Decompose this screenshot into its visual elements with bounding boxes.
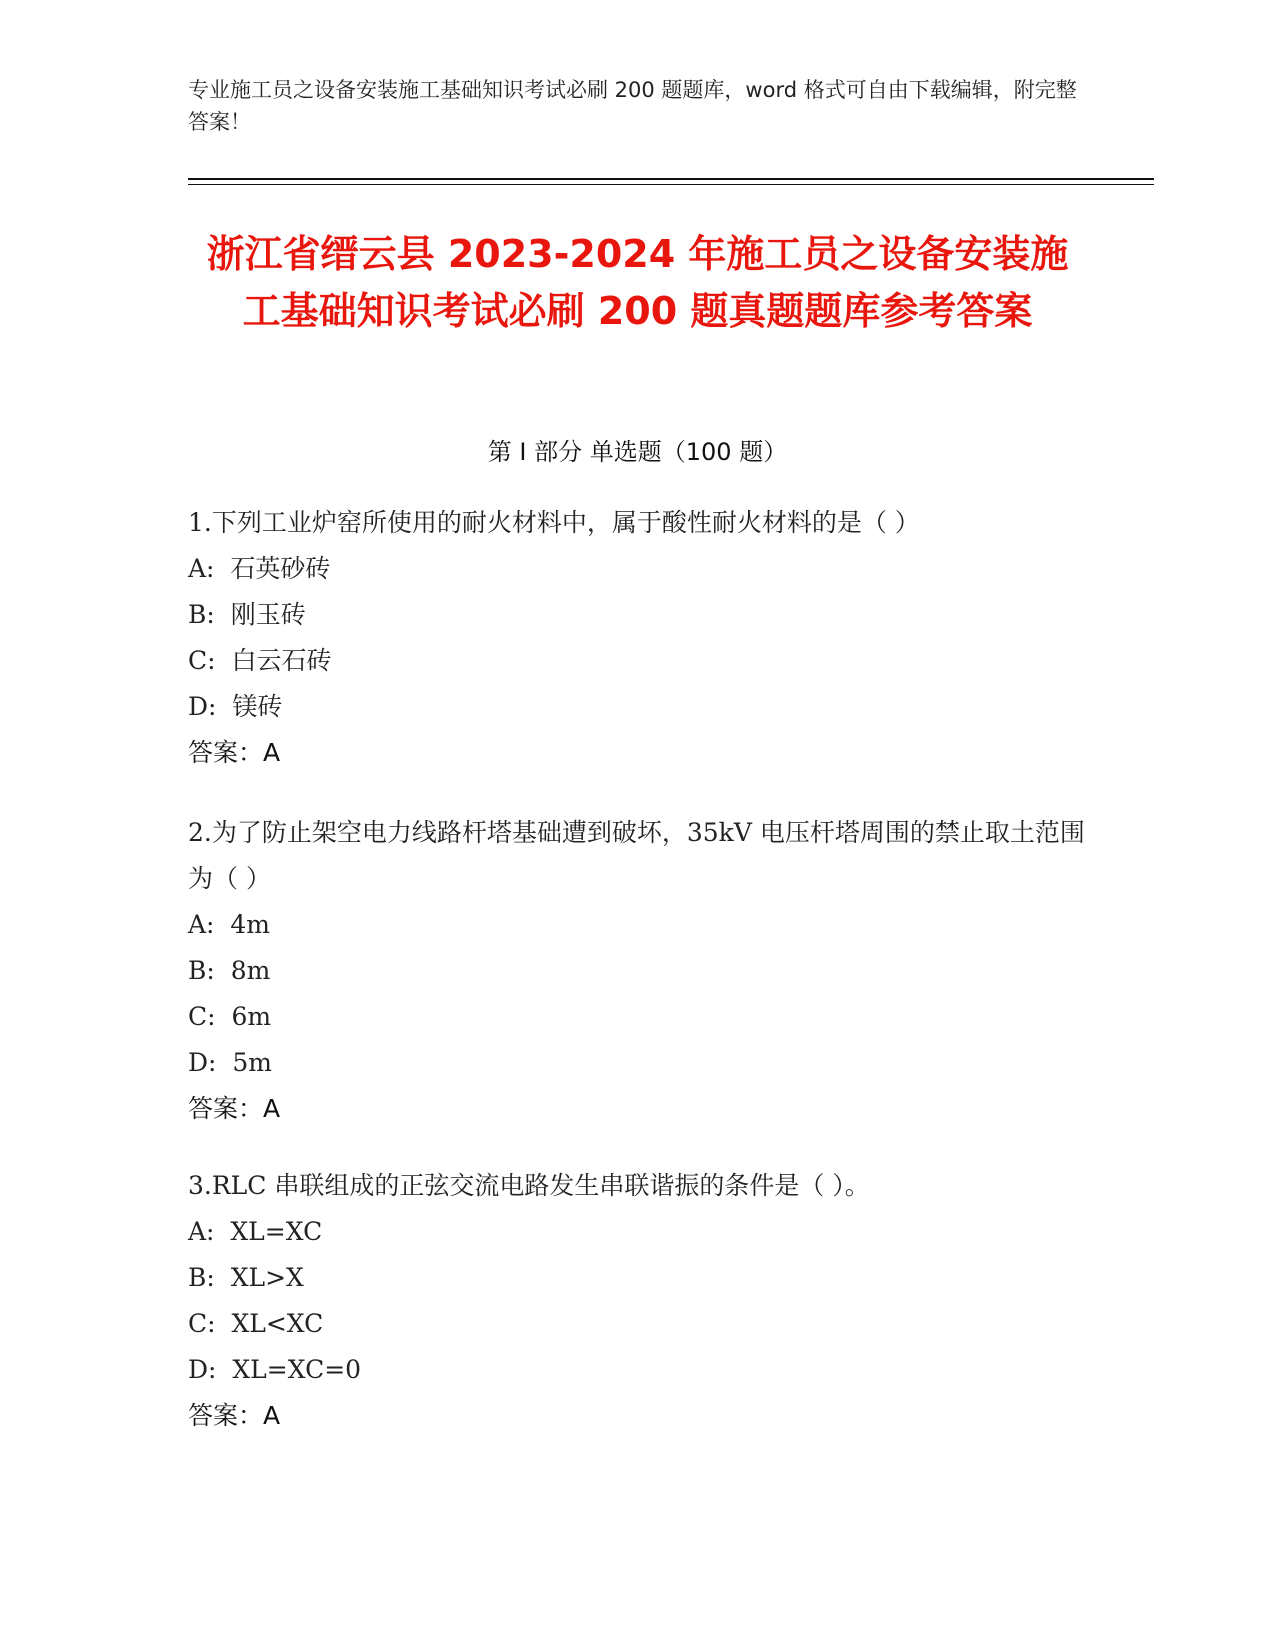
answer: 答案：A — [188, 1094, 281, 1123]
option-c: C: 6m — [188, 1002, 272, 1031]
option-b: B: 8m — [188, 956, 271, 985]
question-1 — [188, 500, 1088, 776]
question-stem: 2.为了防止架空电力线路杆塔基础遭到破坏，35kV 电压杆塔周围的禁止取土范围为（ ） — [188, 818, 1085, 893]
option-d: D: 镁砖 — [188, 692, 283, 721]
answer: 答案：A — [188, 738, 281, 767]
option-d: D: 5m — [188, 1048, 272, 1077]
section-heading: 第 I 部分 单选题（100 题） — [487, 438, 788, 466]
question-stem: 3.RLC 串联组成的正弦交流电路发生串联谐振的条件是（ ）。 — [188, 1171, 870, 1200]
option-a: A: XL=XC — [188, 1217, 323, 1246]
header-divider-thin — [188, 184, 1154, 185]
option-d: D: XL=XC=0 — [188, 1355, 362, 1384]
option-a: A: 石英砂砖 — [188, 554, 331, 583]
answer: 答案：A — [188, 1401, 281, 1430]
option-c: C: 白云石砖 — [188, 646, 332, 675]
question-3 — [188, 1163, 1088, 1439]
option-a: A: 4m — [188, 910, 270, 939]
option-c: C: XL<XC — [188, 1309, 324, 1338]
question-2 — [188, 810, 1088, 1132]
document-title: 浙江省缙云县 2023-2024 年施工员之设备安装施工基础知识考试必刷 200 题真题题库参考答案 — [206, 232, 1069, 333]
header-note: 专业施工员之设备安装施工基础知识考试必刷 200 题题库，word 格式可自由下载编辑，附完整答案！ — [188, 78, 1077, 134]
option-b: B: 刚玉砖 — [188, 600, 306, 629]
question-stem: 1.下列工业炉窑所使用的耐火材料中，属于酸性耐火材料的是（ ） — [188, 508, 920, 537]
header-divider — [188, 178, 1154, 180]
option-b: B: XL>X — [188, 1263, 304, 1292]
